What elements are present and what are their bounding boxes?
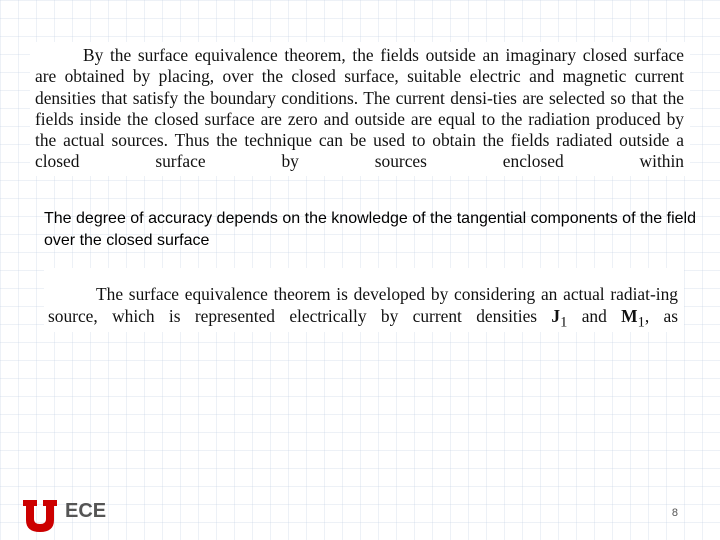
paragraph-2-text-between: and — [567, 305, 622, 326]
logo-u-mark — [23, 500, 57, 532]
scanned-text-excerpt-1 — [30, 42, 690, 176]
paragraph-2-text-before: The surface equivalence theorem is developed by considering an actual radiat-ing source, which is represented electrically by current densities — [48, 284, 678, 326]
current-density-j-subscript: 1 — [560, 314, 568, 331]
university-ece-logo — [22, 497, 122, 533]
current-density-j-symbol: J — [551, 305, 561, 326]
current-density-m-subscript: 1 — [637, 314, 645, 331]
current-density-m-symbol: M — [621, 305, 638, 326]
scanned-paragraph-2 — [44, 268, 684, 332]
paragraph-2-text-after: , as — [644, 305, 678, 326]
logo-ece-text: ECE — [65, 500, 107, 522]
page-number: 8 — [671, 507, 678, 519]
scanned-paragraph-1: By the surface equivalence theorem, the fields outside an imaginary closed surface are obtained by placing, over the closed surface, suitable electric and magnetic current densities that satisfy the boundary conditions. The current densi-ties are selected so that the fields inside the closed surface are zero and outside are equal to the radiation produced by the actual sources. Thus the technique can be used to obtain the fields radiated outside a closed surface by sources enclosed within — [35, 45, 684, 172]
scanned-text-excerpt-2 — [44, 268, 684, 332]
overlay-note: The degree of accuracy depends on the knowledge of the tangential components of the field over the closed surface — [44, 210, 696, 249]
